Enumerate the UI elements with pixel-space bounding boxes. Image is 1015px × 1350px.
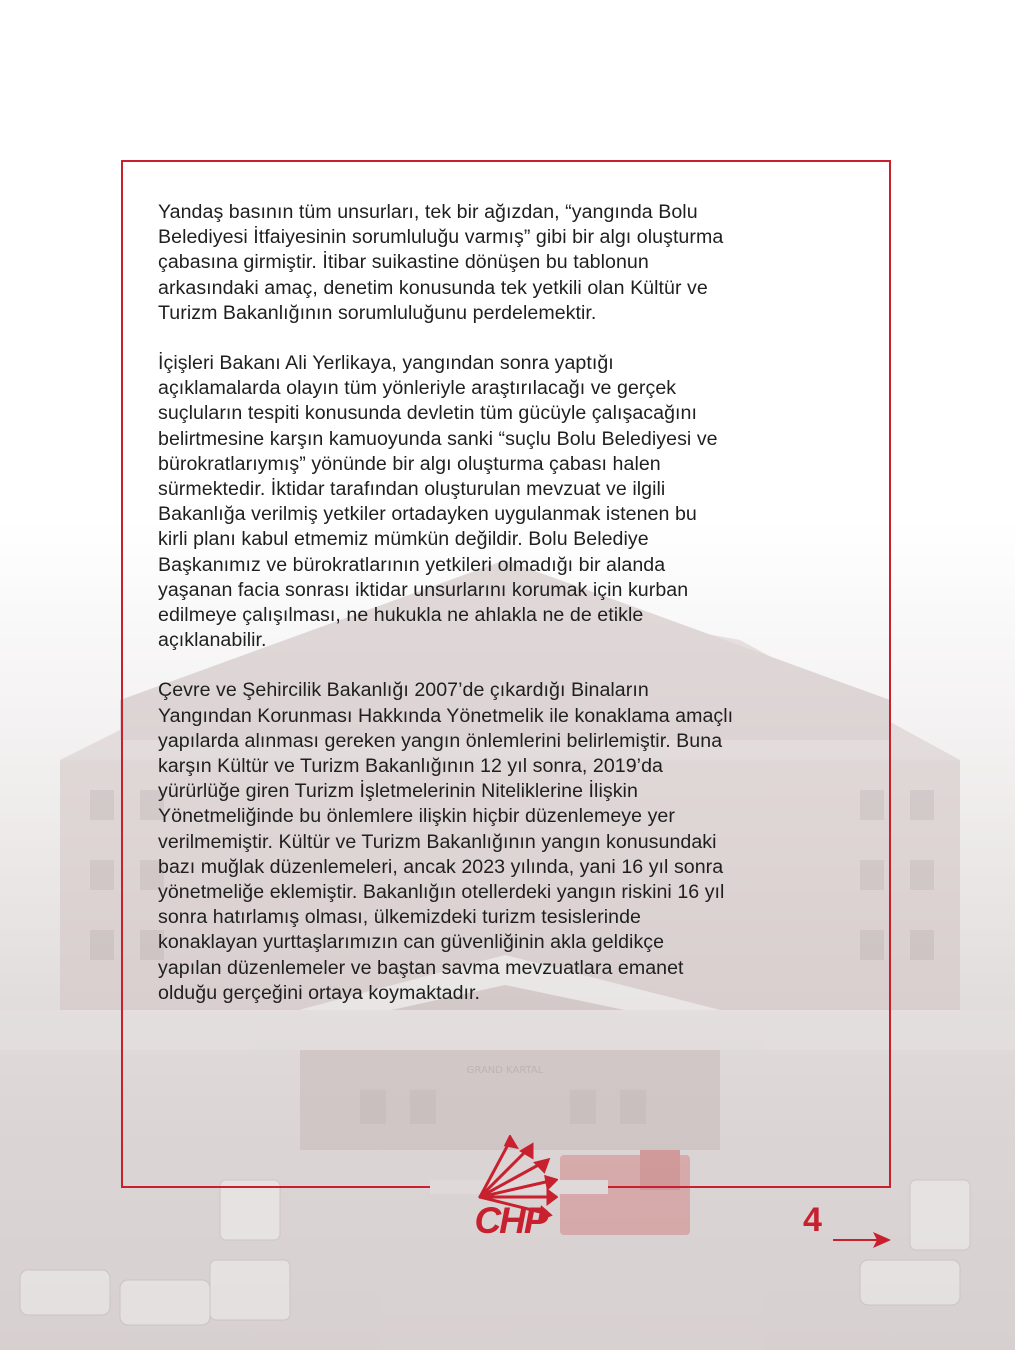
page-number: 4 (803, 1201, 822, 1239)
next-page-arrow-icon[interactable] (833, 1230, 893, 1250)
paragraph-2: İçişleri Bakanı Ali Yerlikaya, yangından sonra yaptığı açıklamalarda olayın tüm yönleriyle araştırılacağı ve gerçek suçluların tespiti konusunda devletin tüm gücüyle çalışacağını belirtmesine karşın kamuoyunda sanki “suçlu Bolu Belediyesi ve bürokratlarıymış” yönünde bir algı oluşturma çabası halen sürmektedir. İktidar tarafından oluşturulan mevzuat ve ilgili Bakanlığa verilmiş yetkiler ortadayken uygulanmak istenen bu kirli planı kabul etmemiz mümkün değildir. Bolu Belediye Başkanımız ve bürokratlarının yetkileri olmadığı bir alanda yaşanan facia sonrası iktidar unsurlarını korumak için kurban edilmeye çalışılması, ne hukukla ne ahlakla ne de etikle açıklanabilir. (158, 352, 718, 652)
statement-body (158, 200, 858, 1031)
paragraph-1: Yandaş basının tüm unsurları, tek bir ağızdan, “yangında Bolu Belediyesi İtfaiyesinin sorumluluğu varmış” gibi bir algı oluşturma çabasına girmiştir. İtibar suikastine dönüşen bu tablonun arkasındaki amaç, denetim konusunda tek yetkili olan Kültür ve Turizm Bakanlığının sorumluluğunu perdelemektir. (158, 201, 724, 324)
paragraph-3: Çevre ve Şehircilik Bakanlığı 2007’de çıkardığı Binaların Yangından Korunması Hakkında Yönetmelik ile konaklama amaçlı yapılarda alınması gereken yangın önlemlerini belirlemiştir. Buna karşın Kültür ve Turizm Bakanlığının 12 yıl sonra, 2019’da yürürlüğe giren Turizm İşletmelerinin Niteliklerine İlişkin Yönetmeliğinde bu önlemlere ilişkin hiçbir düzenlemeye yer verilmemiştir. Kültür ve Turizm Bakanlığının yangın konusundaki bazı muğlak düzenlemeleri, ancak 2023 yılında, yani 16 yıl sonra yönetmeliğe eklemiştir. Bakanlığın otellerdeki yangın riskini 16 yıl sonra hatırlamış olması, ülkemizdeki turizm tesislerinde konaklayan yurttaşlarımızın can güvenliğinin akla geldikçe yapılan düzenlemeler ve baştan savma mevzuatlara emanet olduğu gerçeğini ortaya koymaktadır. (158, 679, 734, 1004)
chp-logo-text: CHP (474, 1200, 547, 1241)
background-hotel-sign: GRAND KARTAL (466, 1065, 544, 1076)
